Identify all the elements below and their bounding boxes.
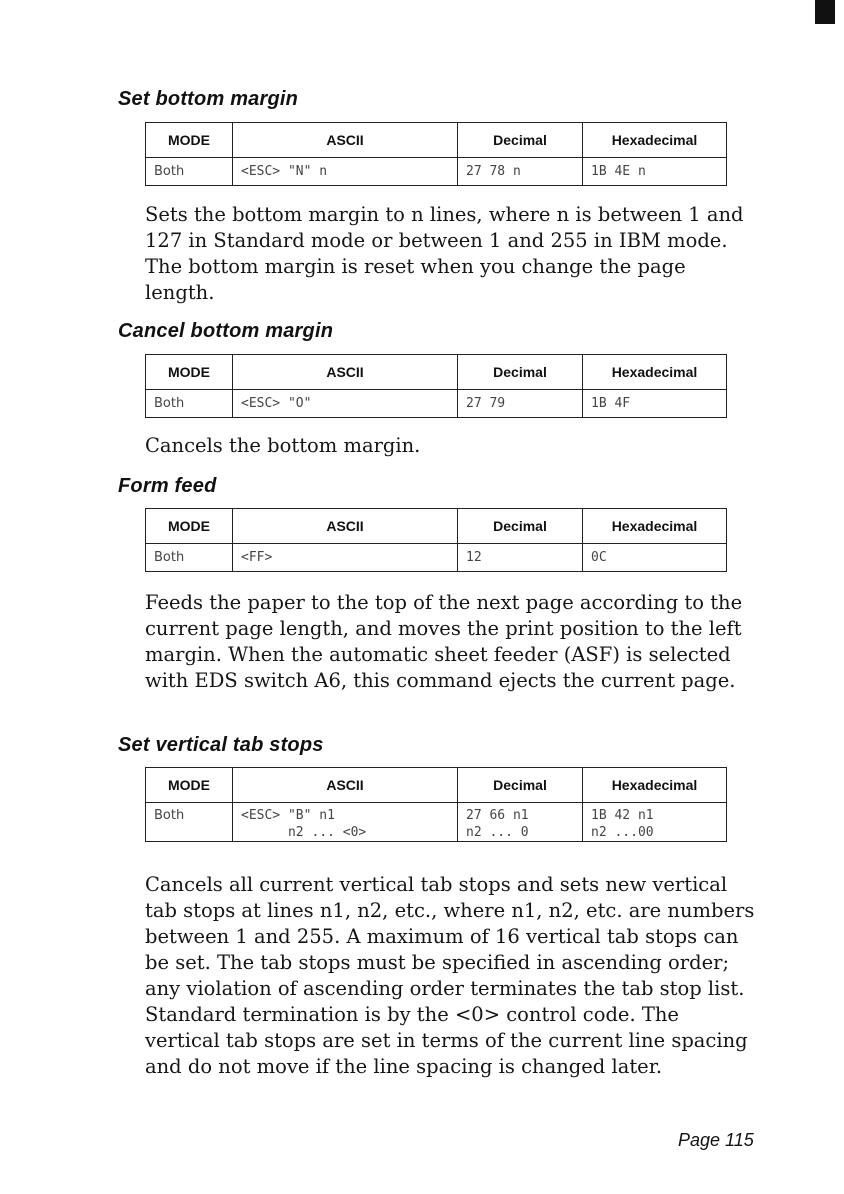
- cell-decimal: 12: [458, 544, 583, 572]
- cell-mode: Both: [146, 158, 233, 186]
- cell-ascii: <FF>: [233, 544, 458, 572]
- section-description: Sets the bottom margin to n lines, where n is between 1 and 127 in Standard mode or between 1 and 255 in IBM mode. The bottom margin is reset when you change the page length.: [145, 203, 744, 304]
- header-hex: Hexadecimal: [583, 768, 727, 803]
- header-mode: MODE: [146, 768, 233, 803]
- cell-ascii: <ESC> "B" n1 n2 ... <0>: [233, 803, 458, 842]
- cell-hex: 0C: [583, 544, 727, 572]
- cell-ascii: <ESC> "N" n: [233, 158, 458, 186]
- command-table-set-bottom-margin: [145, 122, 727, 186]
- section-title-set-vertical-tab-stops: Set vertical tab stops: [118, 734, 324, 756]
- page-corner-mark: [815, 0, 835, 24]
- cell-hex: 1B 4E n: [583, 158, 727, 186]
- cell-decimal: 27 66 n1 n2 ... 0: [458, 803, 583, 842]
- header-ascii: ASCII: [233, 123, 458, 158]
- header-decimal: Decimal: [458, 768, 583, 803]
- header-decimal: Decimal: [458, 509, 583, 544]
- header-hex: Hexadecimal: [583, 355, 727, 390]
- cell-decimal: 27 78 n: [458, 158, 583, 186]
- header-mode: MODE: [146, 123, 233, 158]
- command-table-set-vertical-tab-stops: [145, 767, 727, 842]
- header-ascii: ASCII: [233, 355, 458, 390]
- cell-mode: Both: [146, 803, 233, 842]
- page-number: Page 115: [678, 1130, 754, 1150]
- header-hex: Hexadecimal: [583, 509, 727, 544]
- header-ascii: ASCII: [233, 509, 458, 544]
- command-table-cancel-bottom-margin: [145, 354, 727, 418]
- section-description: Cancels all current vertical tab stops and sets new vertical tab stops at lines n1, n2, etc., where n1, n2, etc. are numbers between 1 and 255. A maximum of 16 vertical tab stops can be set. The tab stops must be specified in ascending order; any violation of ascending order terminates the tab stop list. Standard termination is by the <0> control code. The vertical tab stops are set in terms of the current line spacing and do not move if the line spacing is changed later.: [145, 873, 755, 1078]
- section-title-set-bottom-margin: Set bottom margin: [118, 88, 299, 110]
- command-table-form-feed: [145, 508, 727, 572]
- header-decimal: Decimal: [458, 123, 583, 158]
- cell-hex: 1B 42 n1 n2 ...00: [583, 803, 727, 842]
- section-description: Feeds the paper to the top of the next page according to the current page length, and moves the print position to the left margin. When the automatic sheet feeder (ASF) is selected with EDS switch A6, this command ejects the current page.: [145, 591, 743, 692]
- section-title-cancel-bottom-margin: Cancel bottom margin: [118, 320, 334, 342]
- cell-mode: Both: [146, 544, 233, 572]
- cell-mode: Both: [146, 390, 233, 418]
- cell-decimal: 27 79: [458, 390, 583, 418]
- header-mode: MODE: [146, 509, 233, 544]
- header-decimal: Decimal: [458, 355, 583, 390]
- header-ascii: ASCII: [233, 768, 458, 803]
- header-mode: MODE: [146, 355, 233, 390]
- header-hex: Hexadecimal: [583, 123, 727, 158]
- cell-ascii: <ESC> "O": [233, 390, 458, 418]
- cell-hex: 1B 4F: [583, 390, 727, 418]
- section-description: Cancels the bottom margin.: [145, 434, 421, 457]
- section-title-form-feed: Form feed: [118, 475, 217, 497]
